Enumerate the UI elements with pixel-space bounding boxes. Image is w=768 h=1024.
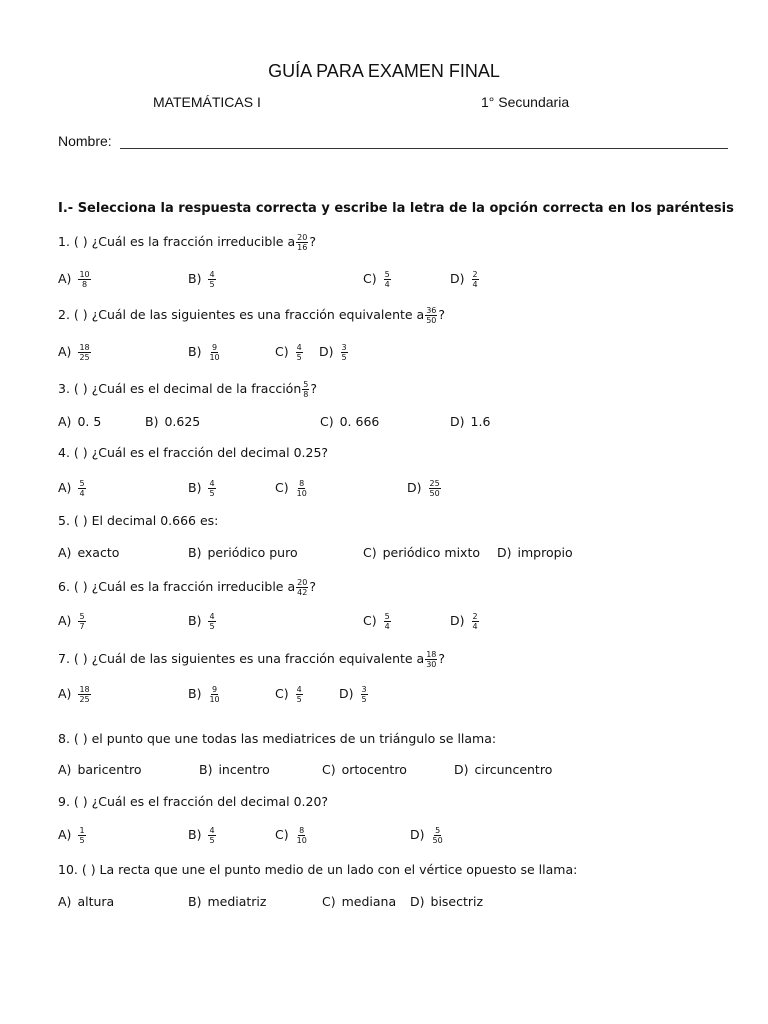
fraction bbox=[78, 826, 85, 845]
fraction bbox=[384, 270, 391, 289]
numerator: 4 bbox=[209, 270, 215, 279]
fraction bbox=[425, 650, 437, 669]
denominator: 50 bbox=[432, 836, 443, 845]
denominator: 10 bbox=[209, 695, 220, 704]
option-label: C) bbox=[275, 344, 289, 359]
option-label: A) bbox=[58, 344, 72, 359]
denominator: 25 bbox=[79, 353, 90, 362]
question-text: 1. ( ) ¿Cuál es la fracción irreducible a bbox=[58, 234, 296, 249]
option-label: D) bbox=[450, 613, 465, 628]
fraction bbox=[361, 685, 368, 704]
option-label: B) bbox=[188, 613, 202, 628]
denominator: 16 bbox=[297, 243, 308, 252]
numerator: 18 bbox=[79, 343, 90, 352]
option-label: A) bbox=[58, 686, 72, 701]
fraction bbox=[429, 479, 441, 498]
denominator: 4 bbox=[472, 622, 478, 631]
option-label: A) bbox=[58, 545, 72, 560]
numerator: 10 bbox=[79, 270, 90, 279]
question-7 bbox=[58, 650, 445, 669]
denominator: 8 bbox=[81, 280, 88, 289]
denominator: 5 bbox=[209, 489, 215, 498]
option-d[interactable] bbox=[410, 894, 483, 909]
option-b[interactable] bbox=[188, 826, 217, 845]
option-d[interactable] bbox=[450, 414, 490, 429]
denominator: 5 bbox=[361, 695, 367, 704]
denominator: 5 bbox=[341, 353, 347, 362]
option-label: C) bbox=[322, 894, 336, 909]
option-b[interactable] bbox=[188, 479, 217, 498]
option-label: B) bbox=[188, 545, 202, 560]
option-text: incentro bbox=[218, 762, 270, 777]
numerator: 9 bbox=[212, 343, 218, 352]
numerator: 18 bbox=[79, 685, 90, 694]
fraction bbox=[425, 306, 437, 325]
option-label: B) bbox=[188, 686, 202, 701]
option-label: C) bbox=[363, 271, 377, 286]
denominator: 50 bbox=[429, 489, 440, 498]
denominator: 5 bbox=[209, 280, 215, 289]
numerator: 5 bbox=[384, 612, 390, 621]
option-label: A) bbox=[58, 827, 72, 842]
question-text: 4. ( ) ¿Cuál es el fracción del decimal 0.25? bbox=[58, 445, 329, 460]
denominator: 10 bbox=[296, 489, 307, 498]
option-d[interactable] bbox=[450, 612, 480, 631]
option-c[interactable] bbox=[275, 343, 304, 362]
option-d[interactable] bbox=[410, 826, 445, 845]
option-c[interactable] bbox=[322, 894, 396, 909]
denominator: 42 bbox=[297, 588, 308, 597]
option-text: altura bbox=[77, 894, 115, 909]
numerator: 4 bbox=[296, 685, 302, 694]
option-label: B) bbox=[188, 894, 202, 909]
option-label: C) bbox=[322, 762, 336, 777]
option-label: A) bbox=[58, 613, 72, 628]
option-a[interactable] bbox=[58, 762, 142, 777]
option-label: C) bbox=[363, 545, 377, 560]
fraction bbox=[296, 233, 308, 252]
option-text: periódico puro bbox=[207, 545, 298, 560]
option-label: C) bbox=[275, 827, 289, 842]
numerator: 20 bbox=[297, 578, 308, 587]
name-label: Nombre: bbox=[58, 133, 112, 149]
numerator: 4 bbox=[209, 612, 215, 621]
option-text: baricentro bbox=[77, 762, 142, 777]
option-d[interactable] bbox=[454, 762, 552, 777]
question-mark: ? bbox=[310, 381, 317, 396]
option-b[interactable] bbox=[188, 270, 217, 289]
option-text: impropio bbox=[517, 545, 573, 560]
numerator: 5 bbox=[384, 270, 390, 279]
question-text: 10. ( ) La recta que une el punto medio de un lado con el vértice opuesto se llama: bbox=[58, 862, 578, 877]
numerator: 9 bbox=[212, 685, 218, 694]
numerator: 4 bbox=[209, 826, 215, 835]
numerator: 5 bbox=[435, 826, 441, 835]
denominator: 5 bbox=[79, 836, 85, 845]
denominator: 4 bbox=[79, 489, 85, 498]
option-label: D) bbox=[454, 762, 469, 777]
numerator: 25 bbox=[429, 479, 440, 488]
option-a[interactable] bbox=[58, 270, 92, 289]
denominator: 50 bbox=[426, 316, 437, 325]
option-label: D) bbox=[339, 686, 354, 701]
fraction bbox=[78, 343, 90, 362]
numerator: 20 bbox=[297, 233, 308, 242]
fraction bbox=[296, 343, 303, 362]
option-label: D) bbox=[407, 480, 422, 495]
option-b[interactable] bbox=[188, 894, 266, 909]
question-text: 8. ( ) el punto que une todas las mediatrices de un triángulo se llama: bbox=[58, 731, 497, 746]
numerator: 3 bbox=[341, 343, 347, 352]
option-d[interactable] bbox=[407, 479, 442, 498]
option-c[interactable] bbox=[275, 826, 309, 845]
numerator: 5 bbox=[303, 380, 309, 389]
fraction bbox=[78, 479, 85, 498]
option-label: B) bbox=[188, 827, 202, 842]
fraction bbox=[208, 826, 215, 845]
numerator: 4 bbox=[296, 343, 302, 352]
option-text: periódico mixto bbox=[382, 545, 480, 560]
name-field-line[interactable] bbox=[120, 148, 728, 149]
option-text: 0. 5 bbox=[77, 414, 102, 429]
denominator: 5 bbox=[296, 695, 302, 704]
fraction bbox=[472, 612, 479, 631]
option-b[interactable] bbox=[188, 343, 222, 362]
option-d[interactable] bbox=[339, 685, 369, 704]
option-c[interactable] bbox=[363, 270, 392, 289]
option-a[interactable] bbox=[58, 826, 87, 845]
question-mark: ? bbox=[309, 579, 316, 594]
option-text: 0.625 bbox=[164, 414, 201, 429]
option-label: C) bbox=[363, 613, 377, 628]
option-label: D) bbox=[319, 344, 334, 359]
option-text: exacto bbox=[77, 545, 120, 560]
option-text: 1.6 bbox=[470, 414, 491, 429]
option-a[interactable] bbox=[58, 343, 92, 362]
option-label: A) bbox=[58, 414, 72, 429]
fraction bbox=[78, 685, 90, 704]
denominator: 4 bbox=[472, 280, 478, 289]
numerator: 18 bbox=[426, 650, 437, 659]
option-c[interactable] bbox=[320, 414, 379, 429]
option-label: D) bbox=[410, 827, 425, 842]
numerator: 3 bbox=[361, 685, 367, 694]
option-a[interactable] bbox=[58, 414, 101, 429]
denominator: 10 bbox=[296, 836, 307, 845]
option-a[interactable] bbox=[58, 479, 87, 498]
option-label: C) bbox=[275, 686, 289, 701]
option-text: bisectriz bbox=[430, 894, 484, 909]
numerator: 8 bbox=[299, 479, 305, 488]
option-b[interactable] bbox=[199, 762, 270, 777]
question-text: 9. ( ) ¿Cuál es el fracción del decimal 0.20? bbox=[58, 794, 329, 809]
numerator: 8 bbox=[299, 826, 305, 835]
question-mark: ? bbox=[438, 651, 446, 666]
denominator: 5 bbox=[296, 353, 302, 362]
fraction bbox=[78, 270, 90, 289]
option-label: B) bbox=[188, 271, 202, 286]
fraction bbox=[302, 380, 309, 399]
question-2 bbox=[58, 306, 445, 325]
option-label: A) bbox=[58, 271, 72, 286]
fraction bbox=[472, 270, 479, 289]
grade-label: 1° Secundaria bbox=[481, 94, 570, 110]
option-a[interactable] bbox=[58, 612, 87, 631]
option-label: A) bbox=[58, 480, 72, 495]
option-c[interactable] bbox=[363, 612, 392, 631]
fraction bbox=[296, 578, 308, 597]
question-text: 2. ( ) ¿Cuál de las siguientes es una fracción equivalente a bbox=[58, 307, 425, 322]
denominator: 5 bbox=[209, 622, 215, 631]
option-b[interactable] bbox=[188, 545, 298, 560]
option-b[interactable] bbox=[188, 612, 217, 631]
option-label: D) bbox=[450, 414, 465, 429]
option-a[interactable] bbox=[58, 894, 114, 909]
denominator: 7 bbox=[79, 622, 85, 631]
question-10 bbox=[58, 862, 577, 877]
question-text: 6. ( ) ¿Cuál es la fracción irreducible a bbox=[58, 579, 296, 594]
fraction bbox=[296, 826, 308, 845]
fraction bbox=[78, 612, 85, 631]
fraction bbox=[296, 479, 308, 498]
option-label: B) bbox=[199, 762, 213, 777]
option-c[interactable] bbox=[322, 762, 407, 777]
question-5 bbox=[58, 513, 218, 528]
denominator: 10 bbox=[209, 353, 220, 362]
question-text: 3. ( ) ¿Cuál es el decimal de la fracción bbox=[58, 381, 302, 396]
question-8 bbox=[58, 731, 496, 746]
numerator: 2 bbox=[472, 270, 478, 279]
question-6 bbox=[58, 578, 316, 597]
question-mark: ? bbox=[309, 234, 316, 249]
option-label: D) bbox=[497, 545, 512, 560]
numerator: 36 bbox=[426, 306, 437, 315]
subject-label: MATEMÁTICAS I bbox=[153, 94, 261, 110]
option-label: B) bbox=[145, 414, 159, 429]
question-1 bbox=[58, 233, 316, 252]
option-label: B) bbox=[188, 480, 202, 495]
fraction bbox=[208, 343, 220, 362]
option-text: mediana bbox=[341, 894, 397, 909]
option-d[interactable] bbox=[319, 343, 349, 362]
option-a[interactable] bbox=[58, 685, 92, 704]
option-label: B) bbox=[188, 344, 202, 359]
fraction bbox=[208, 685, 220, 704]
question-4 bbox=[58, 445, 328, 460]
option-text: mediatriz bbox=[207, 894, 267, 909]
option-a[interactable] bbox=[58, 545, 119, 560]
fraction bbox=[208, 612, 215, 631]
option-label: D) bbox=[450, 271, 465, 286]
option-d[interactable] bbox=[497, 545, 573, 560]
question-text: 5. ( ) El decimal 0.666 es: bbox=[58, 513, 219, 528]
option-c[interactable] bbox=[275, 685, 304, 704]
option-label: D) bbox=[410, 894, 425, 909]
fraction bbox=[208, 270, 215, 289]
option-c[interactable] bbox=[275, 479, 309, 498]
numerator: 5 bbox=[79, 479, 85, 488]
option-c[interactable] bbox=[363, 545, 480, 560]
option-label: A) bbox=[58, 762, 72, 777]
question-text: 7. ( ) ¿Cuál de las siguientes es una fracción equivalente a bbox=[58, 651, 425, 666]
page-title: GUÍA PARA EXAMEN FINAL bbox=[268, 61, 500, 81]
denominator: 25 bbox=[79, 695, 90, 704]
fraction bbox=[296, 685, 303, 704]
denominator: 30 bbox=[426, 660, 437, 669]
denominator: 4 bbox=[384, 622, 390, 631]
option-text: circuncentro bbox=[474, 762, 553, 777]
denominator: 5 bbox=[209, 836, 215, 845]
question-3 bbox=[58, 380, 317, 399]
question-9 bbox=[58, 794, 328, 809]
option-b[interactable] bbox=[145, 414, 200, 429]
numerator: 4 bbox=[209, 479, 215, 488]
denominator: 4 bbox=[384, 280, 390, 289]
option-label: C) bbox=[275, 480, 289, 495]
numerator: 5 bbox=[79, 612, 85, 621]
option-text: ortocentro bbox=[341, 762, 407, 777]
fraction bbox=[208, 479, 215, 498]
numerator: 1 bbox=[79, 826, 85, 835]
option-b[interactable] bbox=[188, 685, 222, 704]
option-d[interactable] bbox=[450, 270, 480, 289]
option-text: 0. 666 bbox=[339, 414, 380, 429]
denominator: 8 bbox=[303, 390, 309, 399]
question-mark: ? bbox=[438, 307, 446, 322]
numerator: 2 bbox=[472, 612, 478, 621]
option-label: A) bbox=[58, 894, 72, 909]
fraction bbox=[341, 343, 348, 362]
option-label: C) bbox=[320, 414, 334, 429]
fraction bbox=[384, 612, 391, 631]
fraction bbox=[432, 826, 444, 845]
section-instructions: I.- Selecciona la respuesta correcta y escribe la letra de la opción correcta en los paréntesis bbox=[58, 201, 734, 216]
